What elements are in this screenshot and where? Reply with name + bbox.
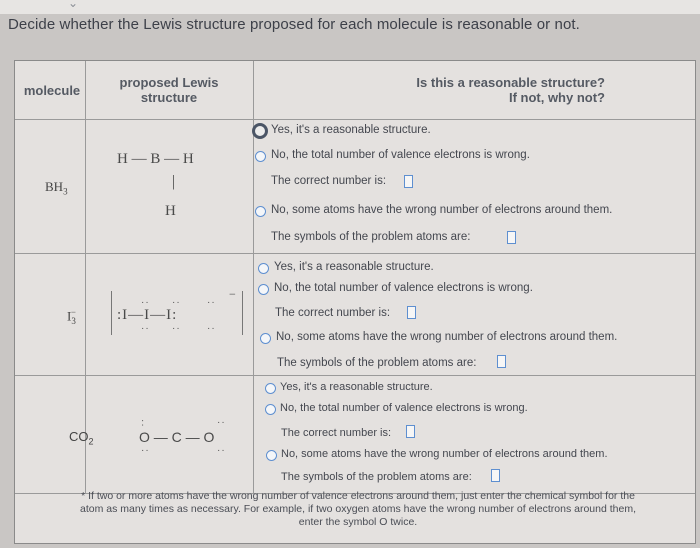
radio-bh3-valence[interactable] bbox=[255, 151, 266, 162]
lewis-co2-main: O — C — O bbox=[139, 429, 215, 445]
row-divider bbox=[15, 253, 695, 254]
radio-i3-wrong-atoms[interactable] bbox=[260, 333, 271, 344]
lone-pair-dots: ·· bbox=[141, 297, 150, 308]
header-reasonable: Is this a reasonable structure? If not, why not? bbox=[416, 75, 605, 105]
lewis-bh3-bond: | bbox=[172, 173, 176, 190]
radio-i3-yes[interactable] bbox=[258, 263, 269, 274]
option-co2-wrong-atoms: No, some atoms have the wrong number of electrons around them. bbox=[281, 448, 608, 460]
top-strip bbox=[0, 0, 700, 14]
lewis-bh3-top: H — B — H bbox=[117, 151, 194, 167]
lewis-i3-charge: − bbox=[229, 287, 236, 301]
input-bh3-symbols[interactable] bbox=[507, 231, 516, 244]
input-bh3-correct-number[interactable] bbox=[404, 175, 413, 188]
radio-co2-valence[interactable] bbox=[265, 404, 276, 415]
option-co2-yes: Yes, it's a reasonable structure. bbox=[280, 381, 433, 393]
row-divider bbox=[15, 375, 695, 376]
option-bh3-wrong-atoms: No, some atoms have the wrong number of electrons around them. bbox=[271, 204, 613, 216]
lone-pair-dots: ·· bbox=[217, 445, 226, 456]
header-proposed: proposed Lewis structure bbox=[119, 75, 219, 105]
radio-co2-wrong-atoms[interactable] bbox=[266, 450, 277, 461]
option-co2-valence: No, the total number of valence electrons is wrong. bbox=[280, 402, 528, 414]
lone-pair-dots: ·· bbox=[172, 323, 181, 334]
option-i3-wrong-atoms: No, some atoms have the wrong number of electrons around them. bbox=[276, 331, 618, 343]
lone-pair-dots: ·· bbox=[217, 417, 226, 428]
header-divider bbox=[15, 119, 695, 120]
option-i3-valence: No, the total number of valence electrons is wrong. bbox=[274, 282, 533, 294]
label-co2-symbols: The symbols of the problem atoms are: bbox=[281, 471, 472, 483]
lone-pair-dots: ·· bbox=[172, 297, 181, 308]
footnote: * If two or more atoms have the wrong number of valence electrons around them, just enter the chemical symbol for the atom as many times as necessary. For example, if two oxygen atoms have the wrong number of electrons around them, enter the symbol O twice. bbox=[80, 490, 636, 528]
lewis-i3-main: :I—I—I: bbox=[117, 307, 178, 323]
lone-pair-dots: ·· bbox=[141, 323, 150, 334]
radio-bh3-wrong-atoms[interactable] bbox=[255, 206, 266, 217]
label-i3-symbols: The symbols of the problem atoms are: bbox=[277, 357, 477, 369]
option-i3-yes: Yes, it's a reasonable structure. bbox=[274, 261, 434, 273]
option-bh3-yes: Yes, it's a reasonable structure. bbox=[271, 124, 431, 136]
molecule-i3-minus: $I_3^-$ bbox=[67, 307, 76, 326]
radio-co2-yes[interactable] bbox=[265, 383, 276, 394]
input-co2-symbols[interactable] bbox=[491, 469, 500, 482]
radio-i3-valence[interactable] bbox=[258, 284, 269, 295]
lone-pair-dots: ·· bbox=[141, 445, 150, 456]
label-bh3-correct-number: The correct number is: bbox=[271, 175, 387, 187]
option-bh3-valence: No, the total number of valence electrons is wrong. bbox=[271, 149, 530, 161]
label-i3-correct-number: The correct number is: bbox=[275, 307, 391, 319]
lone-pair-dots: ·· bbox=[207, 323, 216, 334]
input-i3-symbols[interactable] bbox=[497, 355, 506, 368]
header-molecule: molecule bbox=[23, 83, 81, 98]
label-co2-correct-number: The correct number is: bbox=[281, 427, 392, 439]
radio-bh3-yes[interactable] bbox=[252, 123, 268, 139]
question-text: Decide whether the Lewis structure proposed for each molecule is reasonable or not. bbox=[8, 16, 580, 33]
molecule-co2: $CO_2$ bbox=[69, 429, 94, 447]
molecule-bh3: $BH_3$ bbox=[45, 179, 68, 197]
lewis-bh3-bottom: H bbox=[165, 203, 176, 219]
input-i3-correct-number[interactable] bbox=[407, 306, 416, 319]
chevron-down-icon[interactable]: ⌄ bbox=[68, 0, 79, 10]
input-co2-correct-number[interactable] bbox=[406, 425, 415, 438]
lone-pair-dots: ·· bbox=[207, 297, 216, 308]
lewis-table bbox=[14, 60, 696, 544]
lone-pair-dots: ·· bbox=[137, 419, 148, 428]
label-bh3-symbols: The symbols of the problem atoms are: bbox=[271, 231, 471, 243]
